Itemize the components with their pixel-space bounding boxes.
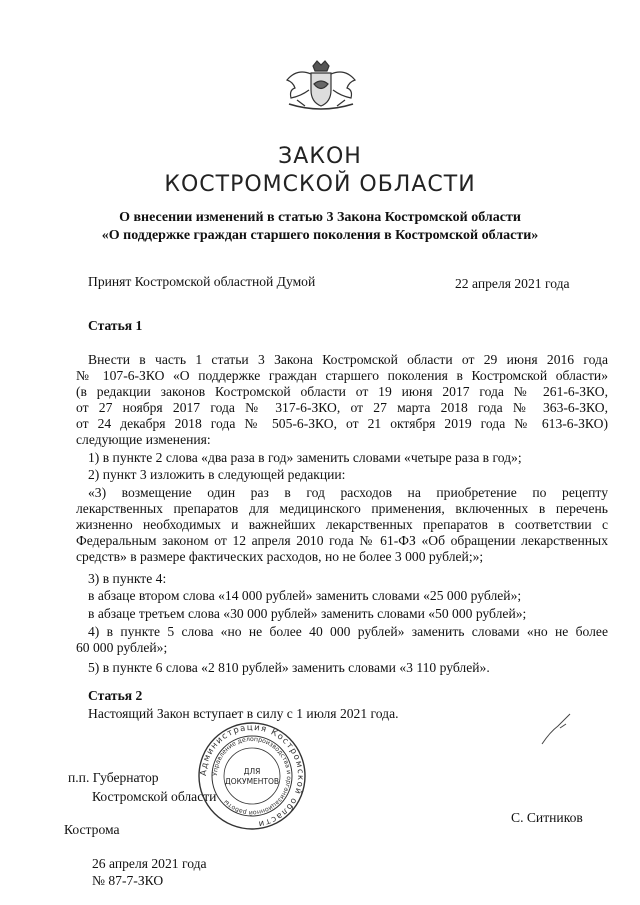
amendment-item-2: 2) пункт 3 изложить в следующей редакции: — [88, 467, 346, 482]
signatory-role: п.п. Губернатор — [68, 770, 159, 785]
article1-intro — [76, 352, 608, 448]
stamp-inner-text: Управление делопроизводства и организационной работы — [211, 735, 293, 817]
item4-line: 4) в пункте 5 слова «но не более 40 000 рублей» заменить словами «но не более — [88, 624, 608, 639]
stamp-outer-text: Администрация Костромской области — [198, 722, 306, 829]
item4-line: 60 000 рублей»; — [76, 640, 168, 655]
law-number: № 87-7-ЗКО — [92, 873, 164, 888]
adopted-date: 22 апреля 2021 года — [455, 276, 570, 291]
region-title: КОСТРОМСКОЙ ОБЛАСТИ — [164, 172, 476, 197]
signing-city: Кострома — [64, 822, 120, 837]
signatory-name: С. Ситников — [511, 810, 583, 825]
law-title: ЗАКОН — [278, 144, 362, 169]
signatory-region: Костромской области — [92, 789, 217, 804]
intro-line: (в редакции законов Костромской области от 19 июня 2017 года № 261-6-ЗКО, — [76, 384, 608, 399]
article1-heading: Статья 1 — [88, 318, 143, 333]
intro-line: от 24 декабря 2018 года № 505-6-ЗКО, от 21 октября 2019 года № 613-6-ЗКО) — [76, 416, 608, 431]
amendment-item-3b: в абзаце третьем слова «30 000 рублей» заменить словами «50 000 рублей»; — [88, 606, 527, 621]
intro-line: Внести в часть 1 статьи 3 Закона Костромской области от 29 июня 2016 года — [88, 352, 608, 367]
law-subject-line2: «О поддержке граждан старшего поколения в Костромской области» — [101, 228, 539, 243]
quote-line: «3) возмещение один раз в год расходов на приобретение по рецепту — [88, 485, 608, 500]
adopted-by: Принят Костромской областной Думой — [88, 274, 316, 289]
intro-line: от 27 ноября 2017 года № 317-6-ЗКО, от 27 марта 2018 года № 363-6-ЗКО, — [76, 400, 608, 415]
stamp-center-line1: ДЛЯ — [243, 767, 261, 776]
signature-mark — [540, 712, 574, 748]
quote-line: Федеральным законом от 12 апреля 2010 года № 61-ФЗ «Об обращении лекарственных — [76, 533, 608, 548]
stamp-center-line2: ДОКУМЕНТОВ — [224, 777, 280, 786]
amendment-item-3: 3) в пункте 4: — [88, 571, 167, 586]
quote-line: средств» в размере фактических расходов, но не более 3 000 рублей;»; — [76, 549, 484, 564]
official-stamp — [196, 720, 308, 832]
intro-line: № 107-6-ЗКО «О поддержке граждан старшего поколения в Костромской области» — [76, 368, 608, 383]
amendment-item-3a: в абзаце втором слова «14 000 рублей» заменить словами «25 000 рублей»; — [88, 588, 522, 603]
law-subject-line1: О внесении изменений в статью 3 Закона Костромской области — [119, 210, 521, 225]
article2-text: Настоящий Закон вступает в силу с 1 июля 2021 года. — [88, 706, 399, 721]
amendment-item-5: 5) в пункте 6 слова «2 810 рублей» заменить словами «3 110 рублей». — [88, 660, 490, 675]
article2-heading: Статья 2 — [88, 688, 143, 703]
amendment-item-1: 1) в пункте 2 слова «два раза в год» заменить словами «четыре раза в год»; — [88, 450, 522, 465]
amendment-quote — [76, 485, 608, 565]
intro-line: следующие изменения: — [76, 432, 211, 447]
amendment-item-4 — [76, 624, 608, 656]
quote-line: жизненно необходимых и важнейших лекарственных препаратов в соответствии с — [76, 517, 608, 532]
signing-date: 26 апреля 2021 года — [92, 856, 207, 871]
quote-line: лекарственных препаратов для медицинского применения, включенных в перечень — [76, 501, 608, 516]
coat-of-arms-icon — [283, 60, 359, 112]
